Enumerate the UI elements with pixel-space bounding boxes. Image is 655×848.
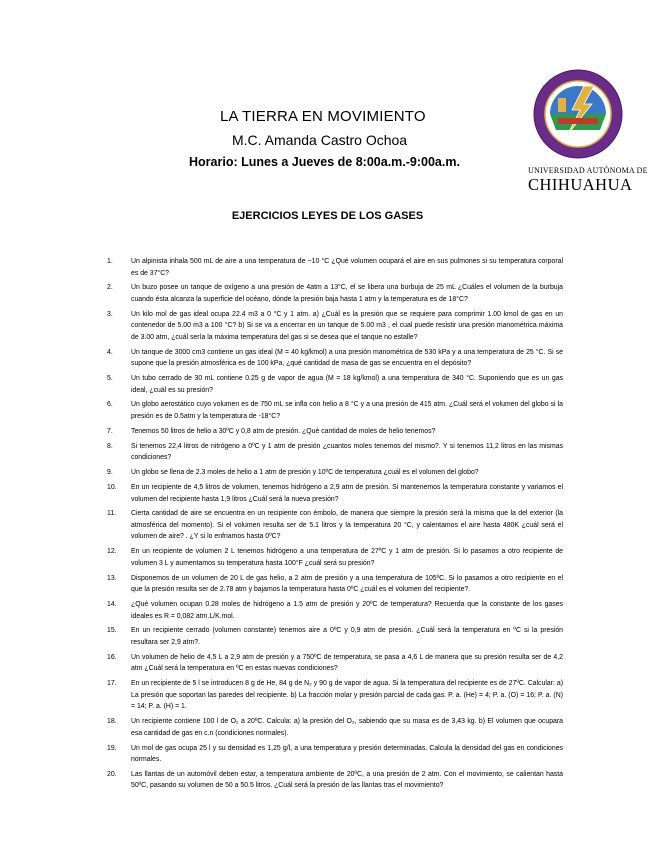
exercise-text: En un recipiente de 5 l se introducen 8 g de He, 84 g de N₂ y 90 g de vapor de agua. Si la temperatura del recipiente es de 27ºC. Calcular: a) La presión que soportan las paredes del recipiente. b) La fracción molar y presión parcial de cada gas. P. a. (He) = 4; P. a. (O) = 16; P. a. (N) = 14; P. a. (H) = 1.: [131, 680, 563, 711]
exercise-number: 7.: [107, 427, 113, 435]
exercise-text: Un alpinista inhala 500 mL de aire a una temperatura de −10 °C ¿Qué volumen ocupará el aire en sus pulmones si su temperatura corporal es de 37°C?: [131, 258, 563, 277]
exercise-item: [107, 399, 563, 422]
exercise-item: [107, 282, 563, 305]
exercise-number: 15.: [107, 627, 117, 635]
exercise-text: Cierta cantidad de aire se encuentra en un recipiente con émbolo, de manera que siempre la presión será la misma que la del exterior (la atmosférica del momento). Si el volumen resulta ser de 5.1 litros y la temperatura 20 °C, y calentamos el aire hasta 480K ¿cuál será el volumen de aire? . ¿Y si lo enfriamos hasta 0ºC?: [131, 510, 563, 541]
exercise-item: [107, 467, 563, 479]
exercise-number: 4.: [107, 348, 113, 356]
exercise-item: [107, 309, 563, 344]
exercise-number: 3.: [107, 310, 113, 318]
exercise-item: [107, 625, 563, 648]
exercise-number: 2.: [107, 284, 113, 292]
exercise-item: [107, 599, 563, 622]
exercise-number: 8.: [107, 442, 113, 450]
author-name: M.C. Amanda Castro Ochoa: [232, 132, 408, 148]
exercise-number: 1.: [107, 258, 113, 265]
exercise-text: Un tanque de 3000 cm3 contiene un gas ideal (M = 40 kg/kmol) a una presión manométrica de 530 kPa y a una temperatura de 25 °C. Si se supone que la presión atmosférica es de 100 kPa, ¿qué cantidad de masa de gas se encuentra en el depósito?: [131, 348, 563, 368]
logo-chihuahua-label: CHIHUAHUA: [528, 175, 633, 194]
exercise-item: [107, 743, 563, 766]
exercise-item: [107, 256, 563, 279]
schedule: Horario: Lunes a Jueves de 8:00a.m.-9:00a.m.: [189, 155, 460, 169]
exercise-item: [107, 508, 563, 543]
exercise-text: Un globo se llena de 2.3 moles de helio a 1 atm de presión y 10ºC de temperatura ¿cuál es el volumen del globo?: [131, 469, 479, 477]
exercise-number: 10.: [107, 484, 117, 492]
exercise-text: ¿Qué volumen ocupan 0.28 moles de hidrógeno a 1.5 atm de presión y 20ºC de temperatura? Recuerda que la constante de los gases ideales es R = 0,082 atm.L/K.mol.: [131, 601, 563, 620]
exercise-item: [107, 769, 563, 792]
exercise-text: En un recipiente de 4,5 litros de volumen, tenemos hidrógeno a 2,9 atm de presión. Si mantenemos la temperatura constante y variamos el volumen del recipiente hasta 1,9 litros ¿Cuál será la nueva presión?: [131, 484, 563, 503]
exercise-number: 5.: [107, 375, 113, 383]
exercise-list: [107, 256, 563, 795]
exercise-text: En un recipiente cerrado (volumen constante) tenemos aire a 0ºC y 0,9 atm de presión. ¿Cuál será la temperatura en ºC si la presión resultara ser 2,9 atm?.: [131, 627, 563, 646]
exercise-number: 20.: [107, 770, 117, 778]
exercise-item: [107, 373, 563, 396]
exercise-number: 16.: [107, 653, 117, 661]
exercise-text: En un recipiente de volumen 2 L tenemos hidrógeno a una temperatura de 27ºC y 1 atm de presión. Si lo pasamos a otro recipiente de volumen 3 L y aumentamos su temperatura hasta 100°F ¿cuál será su presión?: [131, 548, 563, 567]
exercise-number: 13.: [107, 574, 117, 582]
exercise-number: 6.: [107, 401, 113, 409]
exercise-number: 19.: [107, 744, 117, 752]
university-logo: [528, 68, 648, 194]
section-title: EJERCICIOS LEYES DE LOS GASES: [231, 210, 424, 222]
exercise-text: Si tenemos 22,4 litros de nitrógeno a 0ºC y 1 atm de presión ¿cuantos moles tenemos del mismo?. Y si tenemos 11,2 litros en las mismas condiciones?: [131, 442, 563, 462]
exercise-text: Un recipiente contiene 100 l de O₂ a 20ºC. Calcula: a) la presión del O₂, sabiendo que su masa es de 3,43 kg. b) El volumen que ocupara esa cantidad de gas en c.n (condiciones normales).: [131, 718, 563, 737]
exercise-text: Las llantas de un automóvil deben estar, a temperatura ambiente de 20ºC, a una presión de 2 atm. Con el movimiento, se calientan hasta 50ºC, pasando su volumen de 50 a 50.5 litros. ¿Cuál será la presión de las llantas tras el movimiento?: [131, 770, 563, 790]
exercise-item: [107, 652, 563, 675]
exercise-item: [107, 573, 563, 596]
exercise-item: [107, 716, 563, 739]
exercise-number: 12.: [107, 548, 117, 556]
logo-university-label: UNIVERSIDAD AUTÓNOMA DE: [528, 166, 648, 175]
exercise-item: [107, 426, 563, 438]
exercise-text: Tenemos 50 litros de helio a 30ºC y 0,8 atm de presión. ¿Qué cantidad de moles de helio tenemos?: [131, 427, 436, 435]
exercise-text: Un volumen de helio de 4,5 L a 2,9 atm de presión y a 750ºC de temperatura, se pasa a 4,6 L de manera que su presión resulta ser de 4,2 atm ¿Cuál será la temperatura en ºC en estas nuevas condiciones?: [131, 653, 563, 673]
exercise-item: [107, 441, 563, 464]
exercise-text: Un kilo mol de gas ideal ocupa 22.4 m3 a 0 °C y 1 atm. a) ¿Cuál es la presión que se requiere para comprimir 1.00 kmol de gas en un contenedor de 5.00 m3 a 100 °C? b) Si se va a encerrar en un tanque de 5.00 m3 , el cual puede resistir una presión manométrica máxima de 3.00 atm, ¿cuál sería la máxima temperatura del gas si se desea que el tanque no estalle?: [131, 310, 563, 341]
university-seal-icon: [528, 68, 628, 164]
exercise-text: Un globo aerostático cuyo volumen es de 750 mL se infla con helio a 8 °C y a una presión de 415 atm. ¿Cuál será el volumen del globo si la presión es de 0.5atm y la temperatura de -18°C?: [131, 401, 563, 420]
exercise-item: [107, 347, 563, 370]
exercise-number: 17.: [107, 680, 117, 688]
exercise-item: [107, 482, 563, 505]
exercise-text: Un mol de gas ocupa 25 l y su densidad es 1,25 g/l, a una temperatura y presión determinadas. Calcula la densidad del gas en condiciones normales.: [131, 744, 563, 764]
exercise-number: 14.: [107, 601, 117, 609]
exercise-item: [107, 546, 563, 569]
exercise-text: Un tubo cerrado de 30 mL contiene 0.25 g de vapor de agua (M = 18 kg/kmol) a una temperatura de 340 °C. Suponiendo que es un gas ideal, ¿cuál es su presión?: [131, 375, 563, 394]
course-title: LA TIERRA EN MOVIMIENTO: [220, 108, 426, 125]
exercise-text: Un buzo posee un tanque de oxígeno a una presión de 4atm a 13°C, el se libera una burbuja de 25 mL ¿Cuáles el volumen de la burbuja cuando ésta alcanza la superficie del océano, dónde la presión baja hasta 1 atm y la temperatura es de 18°C?: [131, 284, 563, 303]
exercise-number: 18.: [107, 718, 117, 726]
exercise-number: 11.: [107, 510, 117, 518]
exercise-item: [107, 678, 563, 713]
exercise-number: 9.: [107, 469, 113, 477]
exercise-text: Disponemos de un volumen de 20 L de gas helio, a 2 atm de presión y a una temperatura de 105ºC. Si lo pasamos a otro recipiente en el que la presión resulta ser de 2.78 atm y bajamos la temperatura hasta 0ºC ¿cuál es el volumen del recipiente?.: [131, 574, 563, 594]
